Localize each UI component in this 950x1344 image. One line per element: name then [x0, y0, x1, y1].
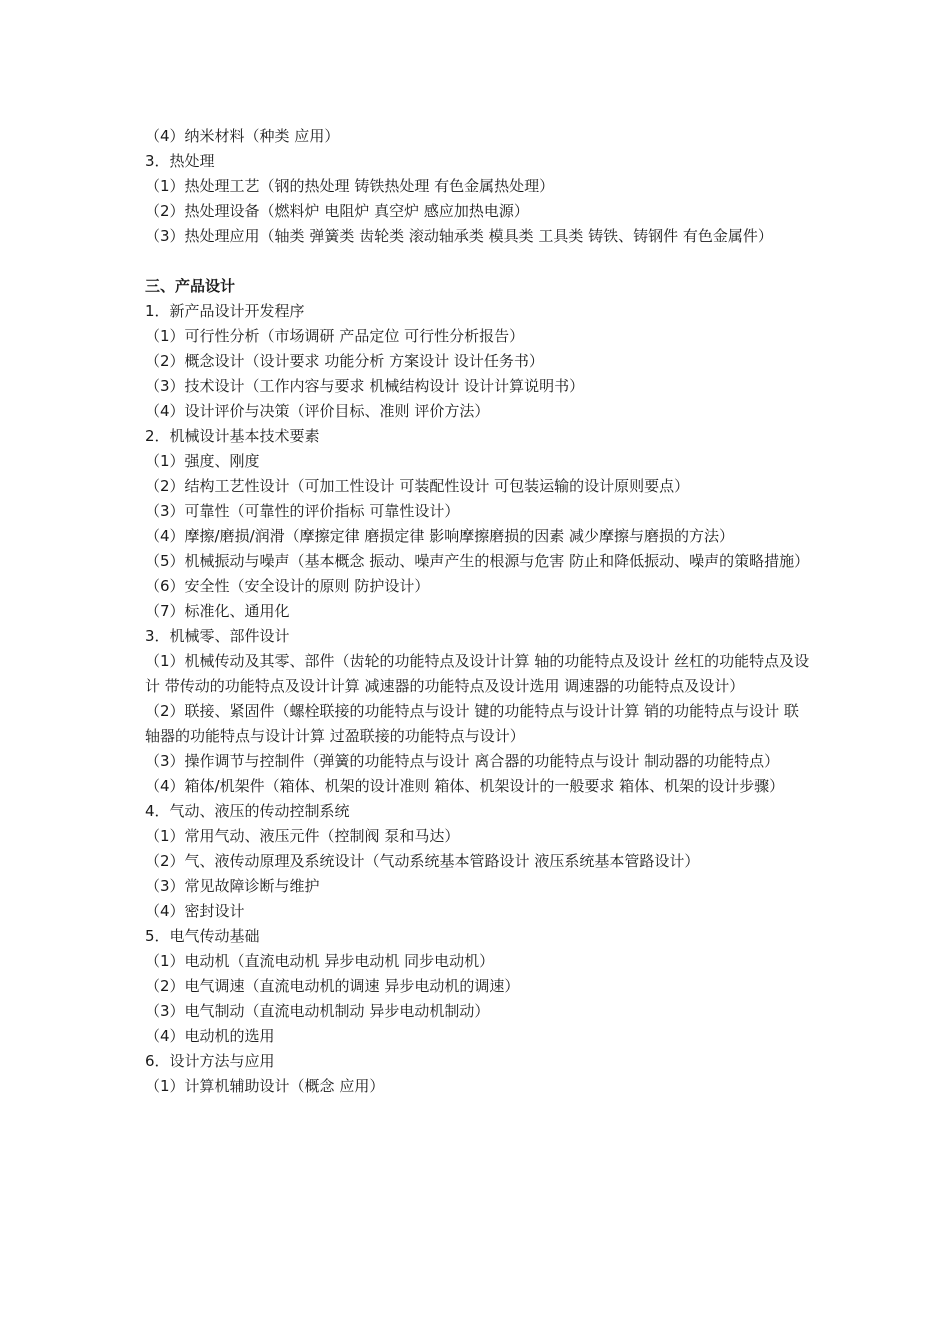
list-item: （4）设计评价与决策（评价目标、准则 评价方法）	[145, 402, 490, 420]
subsection-title: 4．气动、液压的传动控制系统	[145, 802, 350, 820]
list-item: （3）技术设计（工作内容与要求 机械结构设计 设计计算说明书）	[145, 377, 585, 395]
subsection-title: 3．热处理	[145, 152, 215, 170]
list-item: （1）强度、刚度	[145, 452, 260, 470]
list-item: （1）可行性分析（市场调研 产品定位 可行性分析报告）	[145, 327, 525, 345]
list-item: （2）联接、紧固件（螺栓联接的功能特点与设计 键的功能特点与设计计算 销的功能特点与设计 联轴器的功能特点与设计计算 过盈联接的功能特点与设计）	[145, 702, 799, 745]
subsection-title: 5．电气传动基础	[145, 927, 260, 945]
list-item: （3）热处理应用（轴类 弹簧类 齿轮类 滚动轴承类 模具类 工具类 铸铁、铸钢件 有色金属件）	[145, 227, 773, 245]
subsection-title: 1．新产品设计开发程序	[145, 302, 305, 320]
subsection-title: 2．机械设计基本技术要素	[145, 427, 320, 445]
list-item: （3）可靠性（可靠性的评价指标 可靠性设计）	[145, 502, 460, 520]
list-item: （2）热处理设备（燃料炉 电阻炉 真空炉 感应加热电源）	[145, 202, 529, 220]
list-item: （4）电动机的选用	[145, 1027, 275, 1045]
list-item: （2）电气调速（直流电动机的调速 异步电动机的调速）	[145, 977, 520, 995]
list-item: （2）概念设计（设计要求 功能分析 方案设计 设计任务书）	[145, 352, 544, 370]
list-item: （4）箱体/机架件（箱体、机架的设计准则 箱体、机架设计的一般要求 箱体、机架的设计步骤）	[145, 777, 785, 795]
spacer	[145, 249, 810, 274]
document-body	[145, 124, 810, 1099]
list-item: （1）机械传动及其零、部件（齿轮的功能特点及设计计算 轴的功能特点及设计 丝杠的功能特点及设计 带传动的功能特点及设计计算 减速器的功能特点及设计选用 调速器的功能特点及设计）	[145, 652, 810, 695]
list-item: （3）操作调节与控制件（弹簧的功能特点与设计 离合器的功能特点与设计 制动器的功能特点）	[145, 752, 780, 770]
list-item: （6）安全性（安全设计的原则 防护设计）	[145, 577, 430, 595]
subsection-title: 6．设计方法与应用	[145, 1052, 275, 1070]
section-title: 三、产品设计	[145, 277, 236, 295]
subsection-title: 3．机械零、部件设计	[145, 627, 290, 645]
list-item: （2）结构工艺性设计（可加工性设计 可装配性设计 可包装运输的设计原则要点）	[145, 477, 690, 495]
list-item: （2）气、液传动原理及系统设计（气动系统基本管路设计 液压系统基本管路设计）	[145, 852, 700, 870]
list-item: （1）电动机（直流电动机 异步电动机 同步电动机）	[145, 952, 495, 970]
list-item: （1）常用气动、液压元件（控制阀 泵和马达）	[145, 827, 460, 845]
list-item: （1）计算机辅助设计（概念 应用）	[145, 1077, 385, 1095]
list-item: （3）常见故障诊断与维护	[145, 877, 320, 895]
list-item: （7）标准化、通用化	[145, 602, 290, 620]
list-item: （3）电气制动（直流电动机制动 异步电动机制动）	[145, 1002, 490, 1020]
list-item: （1）热处理工艺（钢的热处理 铸铁热处理 有色金属热处理）	[145, 177, 555, 195]
list-item: （4）摩擦/磨损/润滑（摩擦定律 磨损定律 影响摩擦磨损的因素 减少摩擦与磨损的方法）	[145, 527, 734, 545]
list-item: （4）密封设计	[145, 902, 245, 920]
list-item: （5）机械振动与噪声（基本概念 振动、噪声产生的根源与危害 防止和降低振动、噪声的策略措施）	[145, 552, 810, 570]
list-item: （4）纳米材料（种类 应用）	[145, 127, 340, 145]
